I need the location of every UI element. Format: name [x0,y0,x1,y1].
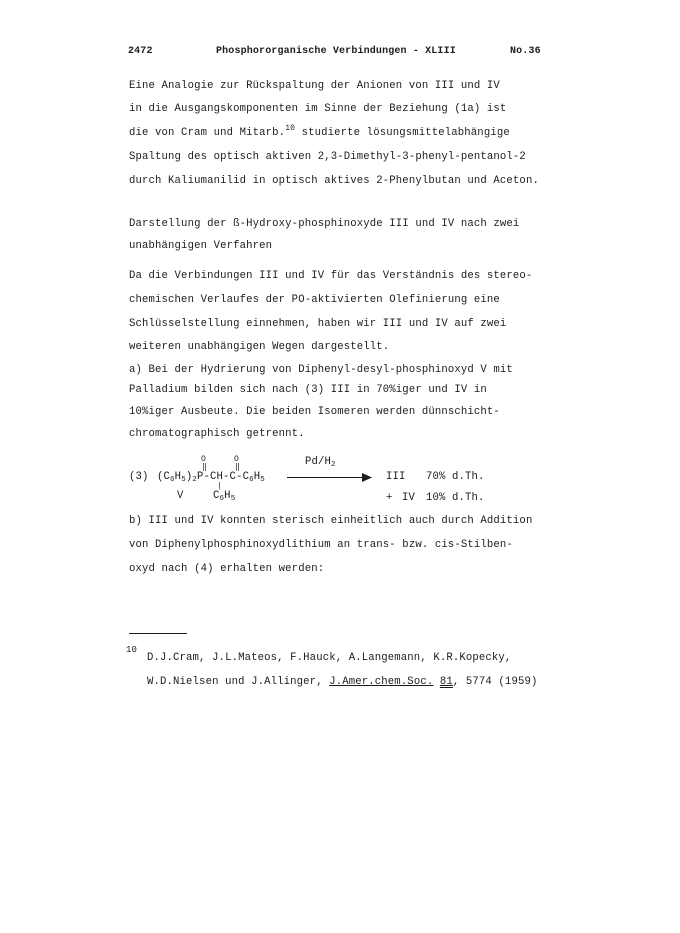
section-heading-line1: Darstellung der ß-Hydroxy-phosphinoxyde III und IV nach zwei [129,218,520,230]
single-bond: | [217,482,222,491]
footnote-line1: D.J.Cram, J.L.Mateos, F.Hauck, A.Langemann, K.R.Kopecky, [147,652,512,664]
para2-line3: Schlüsselstellung einnehmen, haben wir III und IV auf zwei [129,318,507,330]
yield-iii: 70% d.Th. [426,471,485,483]
plus-sign: + [386,492,393,504]
footnote-line2: W.D.Nielsen und J.Allinger, J.Amer.chem.Soc. 81, 5774 (1959) [147,676,538,688]
para3-line3: oxyd nach (4) erhalten werden: [129,563,325,575]
footnote-marker: 10 [126,645,138,655]
para2-line5: a) Bei der Hydrierung von Diphenyl-desyl-phosphinoxyd V mit [129,364,513,376]
compound-label-v: V [177,490,184,502]
double-bond-2: ‖ [235,463,240,472]
para1-line4: Spaltung des optisch aktiven 2,3-Dimethyl-3-phenyl-pentanol-2 [129,151,526,163]
journal-name: J.Amer.chem.Soc. [329,676,434,688]
issue-number: No.36 [510,46,541,57]
para2-line1: Da die Verbindungen III und IV für das Verständnis des stereo- [129,270,533,282]
para2-line2: chemischen Verlaufes der PO-aktivierten Olefinierung eine [129,294,500,306]
oxygen-1: O [201,455,206,464]
yield-iv: 10% d.Th. [426,492,485,504]
para1-line3: die von Cram und Mitarb.$^{10}$ studierte lösungsmittelabhängige [129,124,510,139]
running-title: Phosphororganische Verbindungen - XLIII [216,46,456,57]
para2-line6: Palladium bilden sich nach (3) III in 70%iger und IV in [129,384,487,396]
double-bond-1: ‖ [202,463,207,472]
reaction-arrow-shaft [287,477,365,478]
reaction-arrow-head [362,472,372,483]
product-iv: IV [402,492,416,504]
para3-line2: von Diphenylphosphinoxydlithium an trans- bzw. cis-Stilben- [129,539,513,551]
para1-line1: Eine Analogie zur Rückspaltung der Anionen von III und IV [129,80,500,92]
para2-line8: chromatographisch getrennt. [129,428,305,440]
para2-line4: weiteren unabhängigen Wegen dargestellt. [129,341,390,353]
journal-volume: 81 [439,676,453,688]
para2-line7: 10%iger Ausbeute. Die beiden Isomeren werden dünnschicht- [129,406,500,418]
footnote-separator [129,633,187,634]
phenyl-substituent: $C_6H_5$ [213,490,236,503]
product-iii: III [386,471,406,483]
para3-line1: b) III und IV konnten sterisch einheitlich auch durch Addition [129,515,533,527]
para1-line2: in die Ausgangskomponenten im Sinne der Beziehung (1a) ist [129,103,507,115]
equation-lhs: $(C_6H_5)_2P-CH-C-C_6H_5$ [157,471,265,484]
ref-mark: 10 [285,124,296,133]
page-number: 2472 [128,46,153,57]
para1-line5: durch Kaliumanilid in optisch aktives 2-Phenylbutan und Aceton. [129,175,539,187]
equation-label: (3) [129,471,149,483]
oxygen-2: O [234,455,239,464]
reagent: $Pd/H_2$ [305,456,336,469]
arrow-head-shape [362,473,372,482]
section-heading-line2: unabhängigen Verfahren [129,240,273,252]
